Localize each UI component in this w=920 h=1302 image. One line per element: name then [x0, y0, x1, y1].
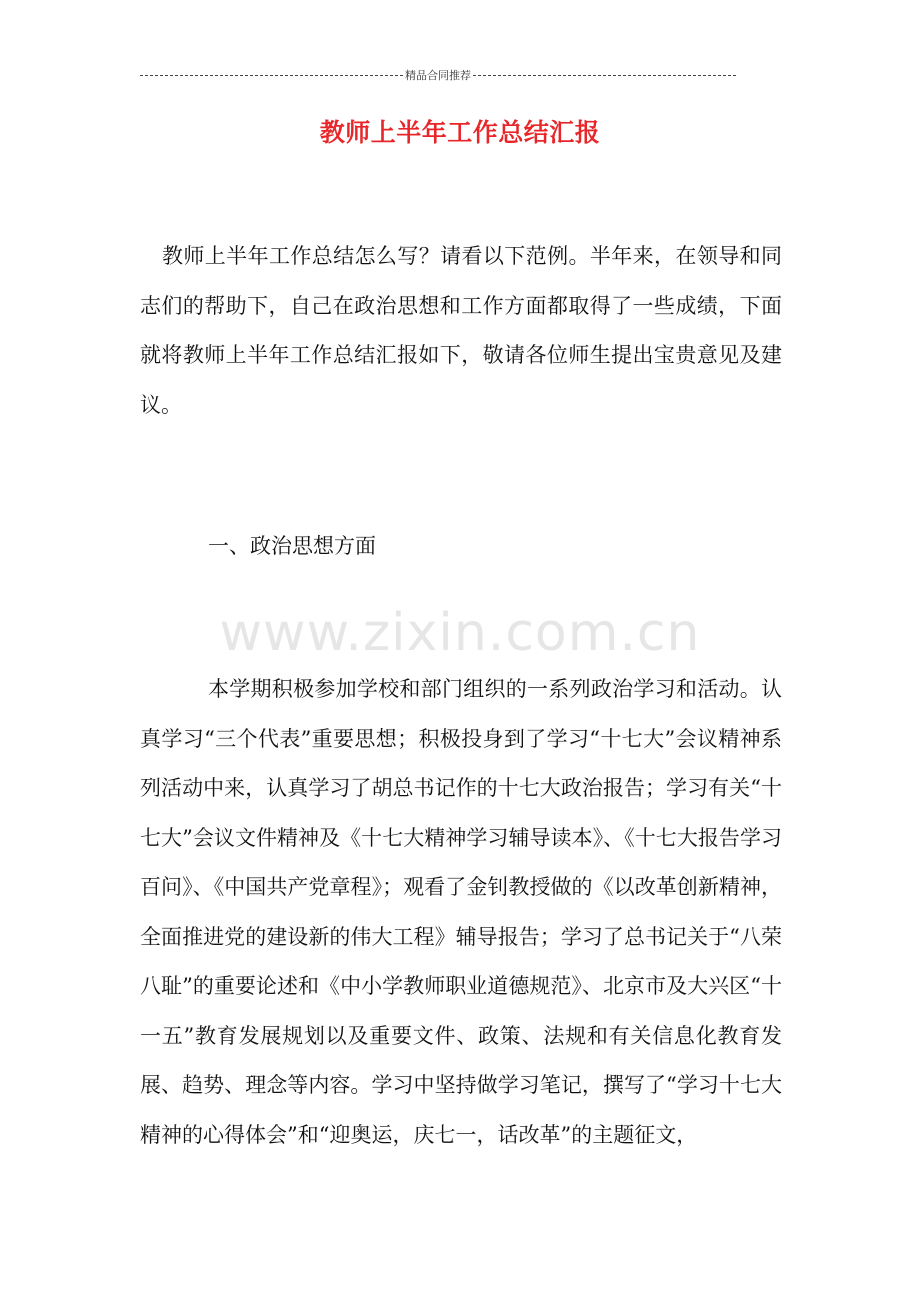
- page-header: [140, 66, 736, 84]
- header-label: 精品合同推荐: [405, 69, 471, 82]
- header-dash-left: [140, 75, 403, 76]
- section-body-paragraph: 本学期积极参加学校和部门组织的一系列政治学习和活动。认真学习“三个代表”重要思想；积极投身到了学习“十七大”会议精神系列活动中来，认真学习了胡总书记作的十七大政治报告；学习有关“十七大”会议文件精神及《十七大精神学习辅导读本》、《十七大报告学习百问》、《中国共产党章程》；观看了金钊教授做的《以改革创新精神，全面推进党的建设新的伟大工程》辅导报告；学习了总书记关于“八荣八耻”的重要论述和《中小学教师职业道德规范》、北京市及大兴区“十一五”教育发展规划以及重要文件、政策、法规和有关信息化教育发展、趋势、理念等内容。学习中坚持做学习笔记，撰写了“学习十七大精神的心得体会”和“迎奥运，庆七一，话改革”的主题征文，: [140, 677, 782, 1147]
- header-dash-right: [473, 75, 736, 76]
- watermark: www.zixin.com.cn: [219, 603, 701, 663]
- intro-paragraph: 教师上半年工作总结怎么写？请看以下范例。半年来，在领导和同志们的帮助下，自己在政治思想和工作方面都取得了一些成绩，下面就将教师上半年工作总结汇报如下，敬请各位师生提出宝贵意见及建议。: [140, 244, 782, 417]
- document-title: 教师上半年工作总结汇报: [319, 118, 601, 147]
- section-heading-politics: 一、政治思想方面: [208, 534, 376, 558]
